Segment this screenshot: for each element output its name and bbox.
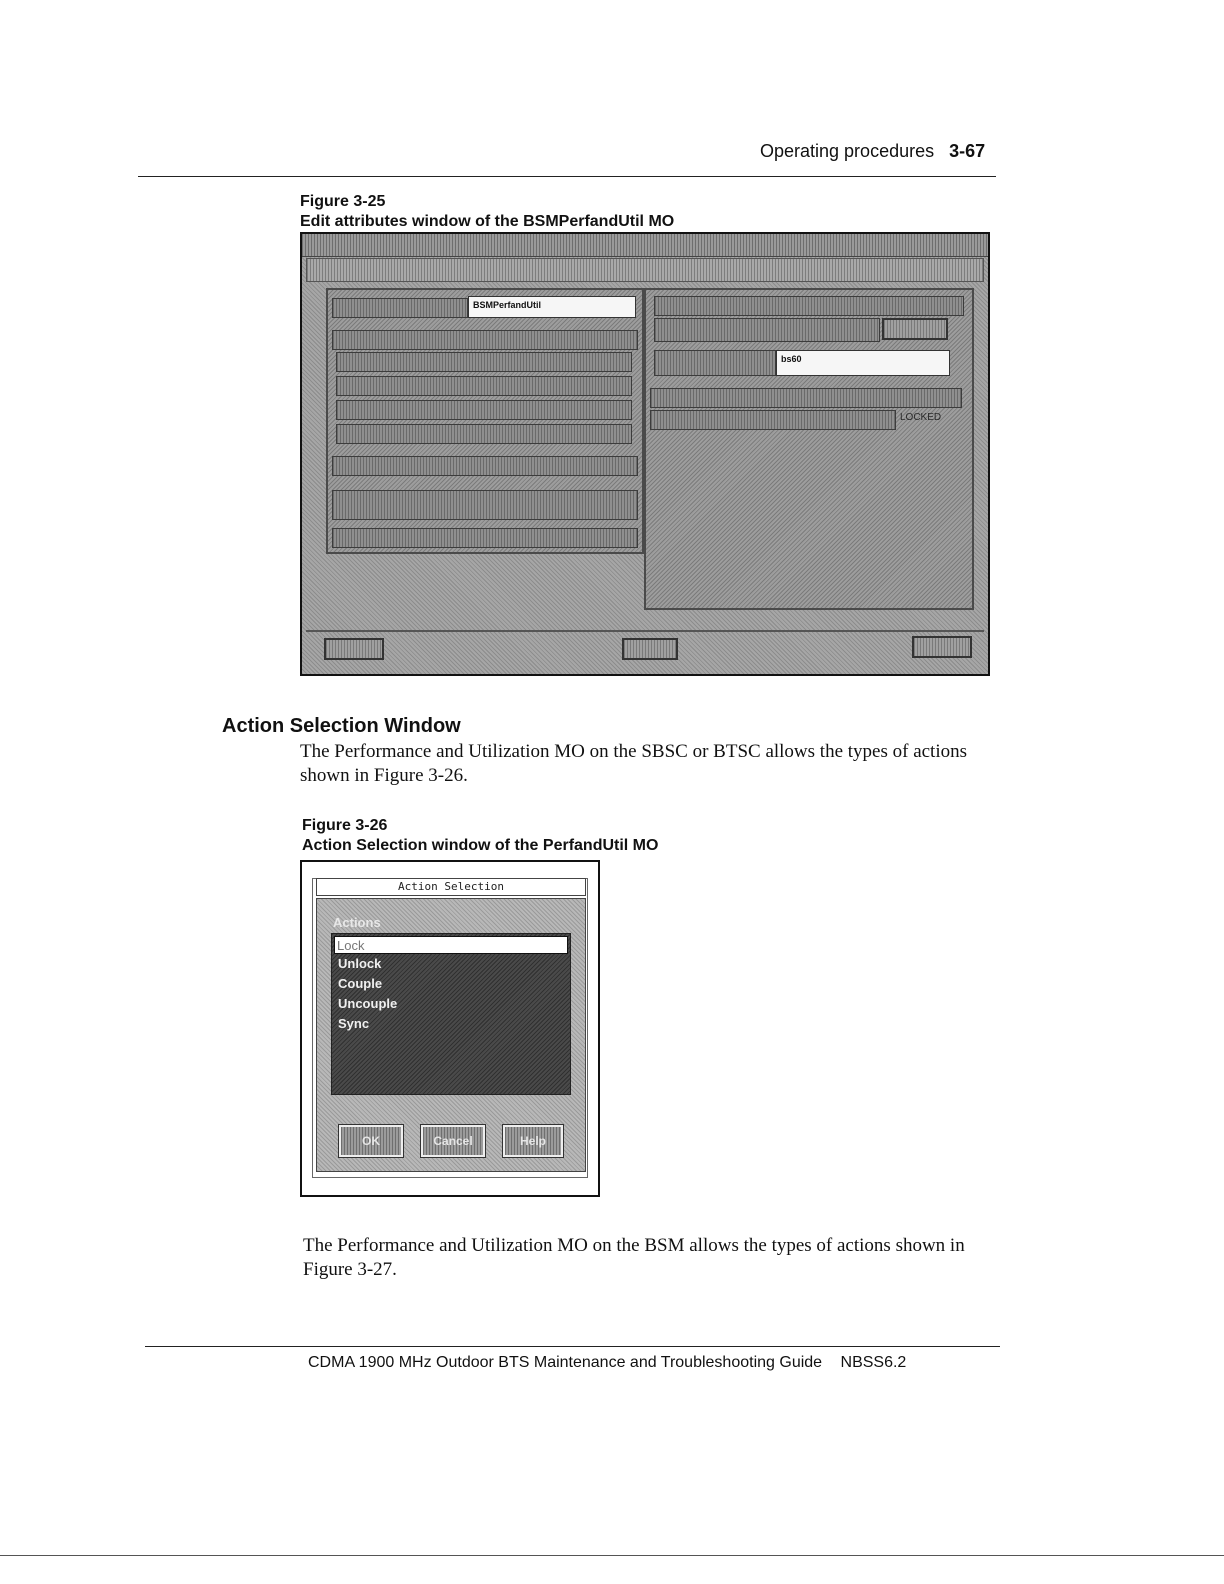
footer-title: CDMA 1900 MHz Outdoor BTS Maintenance and Troubleshooting Guide xyxy=(308,1354,823,1371)
attribute-row xyxy=(654,296,964,316)
apply-button[interactable] xyxy=(324,638,384,660)
footer-release: NBSS6.2 xyxy=(840,1354,907,1371)
section-heading: Action Selection Window xyxy=(222,715,461,737)
header-section-title: Operating procedures xyxy=(760,141,935,161)
attribute-button[interactable] xyxy=(882,318,948,340)
running-header xyxy=(760,141,985,162)
window-titlebar xyxy=(316,878,586,896)
window-title: Action Selection xyxy=(398,880,504,893)
figure-26-label: Figure 3-26 xyxy=(302,817,388,834)
attribute-row xyxy=(650,410,896,430)
cancel-button[interactable] xyxy=(622,638,678,660)
attribute-row xyxy=(332,330,638,350)
attribute-row xyxy=(654,350,776,376)
scan-edge-line xyxy=(0,1555,1224,1556)
attribute-row xyxy=(336,424,632,444)
action-dialog-body xyxy=(316,898,586,1172)
page-number: 3-67 xyxy=(949,141,986,161)
attribute-row xyxy=(336,352,632,372)
attribute-row xyxy=(332,528,638,548)
mo-name-field[interactable]: BSMPerfandUtil xyxy=(468,296,636,318)
figure-26-caption-block xyxy=(302,816,658,856)
action-item-uncouple[interactable]: Uncouple xyxy=(338,996,398,1011)
action-item-unlock[interactable]: Unlock xyxy=(338,956,382,971)
figure-25-caption: Edit attributes window of the BSMPerfandUtil MO xyxy=(300,213,675,230)
figure-25-caption-block xyxy=(300,192,674,232)
attribute-row xyxy=(654,318,880,342)
window-titlebar xyxy=(302,234,988,257)
right-attributes-panel xyxy=(644,288,974,610)
action-item-sync[interactable]: Sync xyxy=(338,1016,370,1031)
left-attributes-panel xyxy=(326,288,644,554)
actions-label: Actions xyxy=(333,915,381,930)
footer-rule xyxy=(145,1346,1000,1347)
action-item-couple[interactable]: Couple xyxy=(338,976,383,991)
attribute-row xyxy=(650,388,962,408)
figure-26-caption: Action Selection window of the PerfandUtil MO xyxy=(302,837,659,854)
edit-attributes-window-screenshot xyxy=(300,232,990,676)
numeric-value-field[interactable]: bs60 xyxy=(776,350,950,376)
window-header-bar xyxy=(306,258,984,282)
section-paragraph: The Performance and Utilization MO on the SBSC or BTSC allows the types of actions shown in Figure 3-26. xyxy=(300,741,968,786)
help-button[interactable]: Help xyxy=(503,1125,563,1157)
ok-button[interactable]: OK xyxy=(339,1125,403,1157)
attribute-row xyxy=(332,456,638,476)
footer xyxy=(308,1354,906,1372)
action-selection-window-screenshot xyxy=(300,860,600,1197)
header-rule xyxy=(138,176,996,177)
figure-25-label: Figure 3-25 xyxy=(300,193,386,210)
cancel-button[interactable]: Cancel xyxy=(421,1125,485,1157)
attribute-row xyxy=(332,490,638,520)
attribute-row xyxy=(336,400,632,420)
button-strip xyxy=(306,630,984,668)
closing-paragraph: The Performance and Utilization MO on the BSM allows the types of actions shown in Figure 3-27. xyxy=(303,1235,965,1280)
actions-list[interactable] xyxy=(331,933,571,1095)
status-value: LOCKED xyxy=(900,412,942,423)
attribute-row xyxy=(336,376,632,396)
attribute-row xyxy=(332,298,468,318)
action-item-lock[interactable]: Lock xyxy=(334,936,568,954)
help-button[interactable] xyxy=(912,636,972,658)
